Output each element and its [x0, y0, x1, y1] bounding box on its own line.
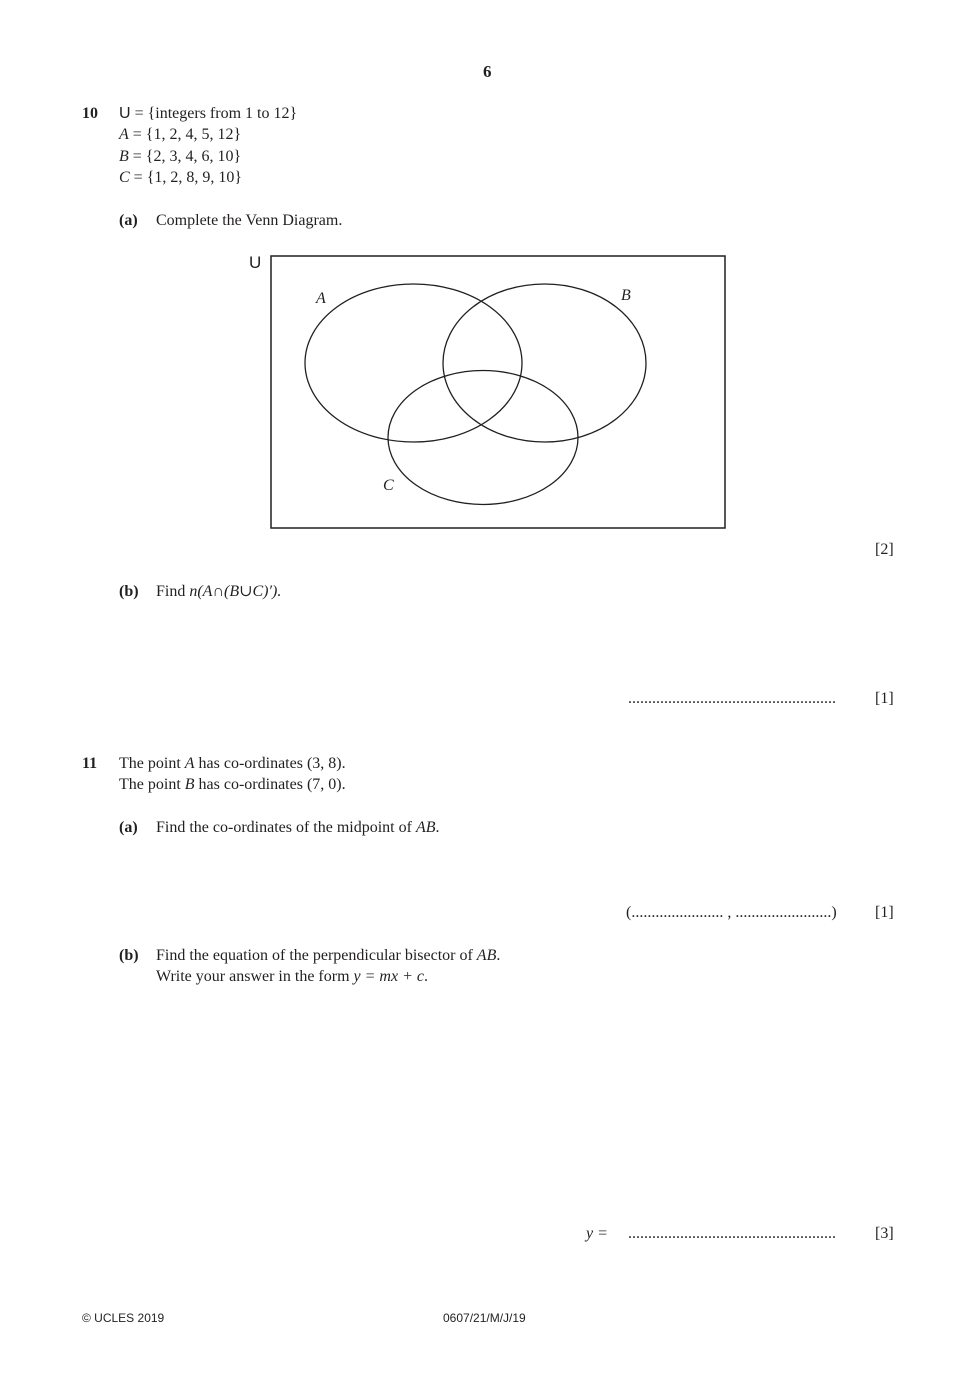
- q10-part-b-label: (b): [119, 583, 139, 600]
- q11-line1-pre: The point: [119, 755, 185, 772]
- q11-part-a-end: .: [435, 819, 440, 836]
- venn-label-a: A: [316, 290, 326, 307]
- q11-part-b-answer-line[interactable]: ....................................................: [628, 1225, 836, 1242]
- q10-part-b-text: [156, 584, 281, 600]
- venn-diagram[interactable]: [0, 0, 978, 600]
- q11-part-b-line2: [156, 969, 428, 985]
- q10-part-b-expression: n(A∩(B∪C)′).: [189, 583, 282, 600]
- set-a-name: A: [119, 126, 129, 143]
- set-b-text: = {2, 3, 4, 6, 10}: [128, 148, 242, 165]
- q11-line2-pre: The point: [119, 776, 185, 793]
- q11-part-a-marks: [1]: [875, 904, 894, 921]
- set-a-text: = {1, 2, 4, 5, 12}: [128, 126, 242, 143]
- set-c-text: = {1, 2, 8, 9, 10}: [129, 169, 243, 186]
- venn-circle-c: [388, 371, 578, 505]
- footer-copyright: © UCLES 2019: [82, 1311, 165, 1325]
- q11-part-a-text: [156, 820, 440, 836]
- q11-part-b-line1: [156, 948, 500, 964]
- q10-part-a-text: Complete the Venn Diagram.: [156, 212, 343, 229]
- venn-circle-a: [305, 284, 522, 442]
- q10-part-a-marks: [2]: [875, 541, 894, 558]
- q11-part-b-line1-end: .: [496, 947, 501, 964]
- venn-label-c: C: [383, 477, 394, 494]
- q10-part-b-marks: [1]: [875, 690, 894, 707]
- q11-part-b-answer-prefix: y =: [586, 1225, 608, 1242]
- q11-part-b-line1-main: Find the equation of the perpendicular bisector of: [156, 947, 477, 964]
- q11-part-b-line2-equation: y = mx + c: [353, 968, 424, 985]
- q10-part-b-answer-line[interactable]: ....................................................: [628, 690, 836, 707]
- q11-line2-var: B: [184, 776, 195, 793]
- q10-part-a-label: (a): [119, 212, 138, 229]
- q11-part-a-text-main: Find the co-ordinates of the midpoint of: [156, 819, 416, 836]
- q11-point-a-line: [119, 756, 346, 772]
- footer-paper-code: 0607/21/M/J/19: [443, 1311, 526, 1325]
- set-c-name: C: [119, 169, 130, 186]
- venn-universal-label: U: [249, 253, 262, 272]
- set-b-name: B: [119, 148, 129, 165]
- q11-part-a-var: AB: [415, 819, 436, 836]
- q11-part-a-answer-line[interactable]: (....................... , ........................): [626, 904, 837, 921]
- q11-point-b-line: [119, 777, 346, 793]
- q11-part-b-marks: [3]: [875, 1225, 894, 1242]
- q11-part-b-label: (b): [119, 947, 139, 964]
- q11-line1-post: has co-ordinates (3, 8).: [194, 755, 346, 772]
- universal-set-text: = {integers from 1 to 12}: [130, 105, 298, 122]
- q11-part-b-line2-main: Write your answer in the form: [156, 968, 354, 985]
- universal-set-symbol: U: [119, 105, 131, 122]
- venn-label-b: B: [621, 287, 631, 304]
- q11-part-b-line2-end: .: [423, 968, 428, 985]
- question-11-number: 11: [82, 755, 98, 772]
- q11-line2-post: has co-ordinates (7, 0).: [194, 776, 346, 793]
- q11-part-a-label: (a): [119, 819, 138, 836]
- venn-circle-b: [443, 284, 646, 442]
- page-number: 6: [483, 62, 492, 81]
- venn-universal-rectangle: [271, 256, 725, 528]
- q10-part-b-find: Find: [156, 583, 190, 600]
- q11-line1-var: A: [184, 755, 195, 772]
- question-10-number: 10: [82, 105, 98, 122]
- q11-part-b-line1-var: AB: [476, 947, 497, 964]
